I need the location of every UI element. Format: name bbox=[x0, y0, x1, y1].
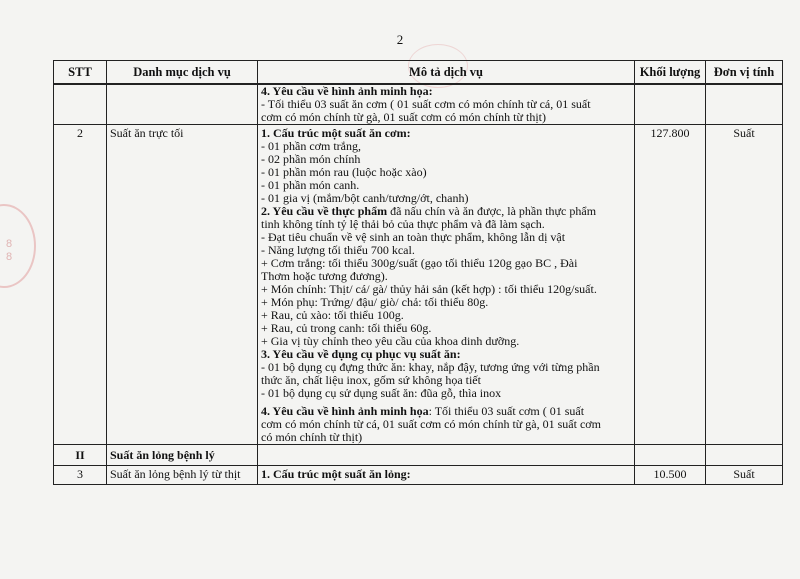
description-text: - 01 gia vị (mắm/bột canh/tương/ớt, chanh) bbox=[261, 191, 469, 205]
description-text: + Cơm trắng: tối thiểu 300g/suất (gạo tối thiểu 120g gạo BC , Đài bbox=[261, 256, 578, 270]
cell-quantity bbox=[635, 84, 706, 125]
cell-description bbox=[258, 466, 635, 485]
table-row-continued bbox=[54, 84, 783, 125]
cell-quantity: 10.500 bbox=[635, 466, 706, 485]
description-text: có món chính từ thịt) bbox=[261, 430, 363, 444]
description-text: + Rau, củ trong canh: tối thiểu 60g. bbox=[261, 321, 432, 335]
description-text: tinh không tính tỷ lệ thải bỏ của thực phẩm và đã làm sạch. bbox=[261, 217, 545, 231]
cell-stt: 2 bbox=[54, 125, 107, 445]
description-line bbox=[261, 468, 631, 481]
description-text: + Rau, củ xào: tối thiểu 100g. bbox=[261, 308, 404, 322]
cell-unit: Suất bbox=[706, 466, 783, 485]
table-group-row bbox=[54, 445, 783, 466]
description-text: - Đạt tiêu chuẩn về vệ sinh an toàn thực phẩm, không lẫn dị vật bbox=[261, 230, 566, 244]
description-heading: 4. Yêu cầu về hình ảnh minh họa: bbox=[261, 84, 433, 98]
cell-stt: 3 bbox=[54, 466, 107, 485]
description-line bbox=[261, 111, 631, 124]
cell-quantity bbox=[635, 445, 706, 466]
cell-category: Suất ăn lỏng bệnh lý từ thịt bbox=[107, 466, 258, 485]
cell-unit: Suất bbox=[706, 125, 783, 445]
description-heading: 1. Cấu trúc một suất ăn cơm: bbox=[261, 126, 411, 140]
cell-description bbox=[258, 445, 635, 466]
description-text: : Tối thiểu 03 suất cơm ( 01 suất bbox=[428, 404, 585, 418]
description-heading: 1. Cấu trúc một suất ăn lỏng: bbox=[261, 467, 411, 481]
description-text: cơm có món chính từ gà, 01 suất cơm có món chính từ thịt) bbox=[261, 110, 546, 124]
header-unit: Đơn vị tính bbox=[706, 61, 783, 85]
group-category: Suất ăn lỏng bệnh lý bbox=[107, 445, 258, 466]
cell-stt bbox=[54, 84, 107, 125]
cell-quantity: 127.800 bbox=[635, 125, 706, 445]
header-quantity: Khối lượng bbox=[635, 61, 706, 85]
description-text: + Món chính: Thịt/ cá/ gà/ thủy hải sản (kết hợp) : tối thiểu 120g/suất. bbox=[261, 282, 597, 296]
table-header-row bbox=[54, 61, 783, 85]
header-stt: STT bbox=[54, 61, 107, 85]
description-heading: 4. Yêu cầu về hình ảnh minh họa bbox=[261, 404, 429, 418]
description-heading: 3. Yêu cầu về dụng cụ phục vụ suất ăn: bbox=[261, 347, 461, 361]
cell-unit bbox=[706, 445, 783, 466]
description-heading: 2. Yêu cầu về thực phẩm bbox=[261, 204, 388, 218]
description-line bbox=[261, 387, 631, 400]
description-text: - Tối thiểu 03 suất ăn cơm ( 01 suất cơm có món chính từ cá, 01 suất bbox=[261, 97, 591, 111]
cell-unit bbox=[706, 84, 783, 125]
header-category: Danh mục dịch vụ bbox=[107, 61, 258, 85]
page-number: 2 bbox=[396, 32, 404, 47]
description-text: - 02 phần món chính bbox=[261, 152, 361, 166]
cell-category: Suất ăn trực tối bbox=[107, 125, 258, 445]
group-stt: II bbox=[54, 445, 107, 466]
description-text: - 01 phần món canh. bbox=[261, 178, 360, 192]
service-table bbox=[53, 60, 783, 485]
cell-description bbox=[258, 84, 635, 125]
description-text: - 01 bộ dụng cụ đựng thức ăn: khay, nắp đậy, tương ứng với từng phần bbox=[261, 360, 600, 374]
description-text: + Gia vị tùy chỉnh theo yêu cầu của khoa dinh dưỡng. bbox=[261, 334, 520, 348]
stamp-seal-edge: 8 8 bbox=[0, 204, 36, 288]
description-text: + Món phụ: Trứng/ đậu/ giò/ chả: tối thiểu 80g. bbox=[261, 295, 489, 309]
description-text: đã nấu chín và ăn được, là phần thực phẩm bbox=[387, 204, 597, 218]
description-text: cơm có món chính từ cá, 01 suất cơm có món chính từ gà, 01 suất cơm bbox=[261, 417, 601, 431]
description-line bbox=[261, 431, 631, 444]
description-text: - Năng lượng tối thiểu 700 kcal. bbox=[261, 243, 415, 257]
cell-description bbox=[258, 125, 635, 445]
header-description: Mô tả dịch vụ bbox=[258, 61, 635, 85]
table-row-3 bbox=[54, 466, 783, 485]
description-text: - 01 phần món rau (luộc hoặc xào) bbox=[261, 165, 427, 179]
cell-category bbox=[107, 84, 258, 125]
table-row-2 bbox=[54, 125, 783, 445]
description-text: thức ăn, chất liệu inox, gốm sứ không họa tiết bbox=[261, 373, 481, 387]
description-text: - 01 phần cơm trắng, bbox=[261, 139, 361, 153]
description-text: Thơm hoặc tương đương). bbox=[261, 269, 388, 283]
description-text: - 01 bộ dụng cụ sử dụng suất ăn: đũa gỗ, thìa inox bbox=[261, 386, 502, 400]
